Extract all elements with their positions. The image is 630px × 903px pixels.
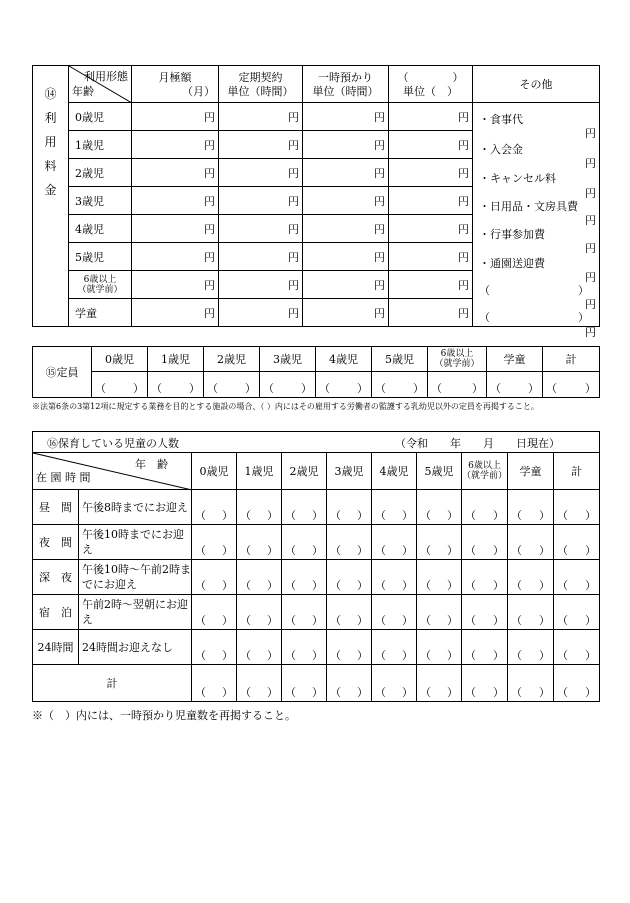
fee-other-header: その他 — [473, 66, 600, 103]
children-title: ⑯保育している児童の人数 — [47, 437, 179, 450]
other-item: ・キャンセル料 — [479, 172, 556, 185]
capacity-col-header: 6歳以上 （就学前） — [428, 347, 487, 372]
children-row-label: 夜 間 — [33, 525, 79, 560]
children-cell[interactable]: （ ） — [508, 490, 554, 525]
other-item: ・通園送迎費 — [479, 257, 545, 270]
children-col-header: 1歳児 — [237, 453, 282, 490]
children-col-header: 2歳児 — [282, 453, 327, 490]
fee-section-num: ⑭ — [44, 87, 57, 101]
children-cell[interactable]: （ ） — [282, 665, 327, 702]
children-cell[interactable]: （ ） — [462, 525, 508, 560]
fee-row-label: 6歳以上 （就学前） — [69, 271, 132, 299]
capacity-note: ※法第6条の3第12項に規定する業務を目的とする施設の場合、（ ）内にはその雇用する労働者の監護する乳幼児以外の定員を再掲すること。 — [32, 402, 539, 411]
children-cell[interactable]: （ ） — [282, 560, 327, 595]
children-cell[interactable]: （ ） — [508, 560, 554, 595]
fee-row-label: 0歳児 — [69, 103, 132, 131]
other-item: ・食事代 — [479, 113, 523, 126]
children-cell[interactable]: （ ） — [237, 560, 282, 595]
children-row-label: 24時間 — [33, 630, 79, 665]
children-col-header: 4歳児 — [372, 453, 417, 490]
children-cell[interactable]: （ ） — [372, 490, 417, 525]
children-cell[interactable]: （ ） — [192, 630, 237, 665]
capacity-col-header: 5歳児 — [372, 347, 428, 372]
fee-col-header: 定期契約 単位（時間） — [219, 66, 303, 103]
capacity-cell[interactable]: （ ） — [316, 372, 372, 398]
children-cell[interactable]: （ ） — [282, 525, 327, 560]
children-cell[interactable]: （ ） — [282, 490, 327, 525]
capacity-cell[interactable]: （ ） — [260, 372, 316, 398]
children-cell[interactable]: （ ） — [192, 665, 237, 702]
other-item: ・入会金 — [479, 143, 523, 156]
children-cell[interactable]: （ ） — [192, 490, 237, 525]
children-cell[interactable]: （ ） — [237, 490, 282, 525]
children-cell[interactable]: （ ） — [372, 525, 417, 560]
children-note: ※（ ）内には、一時預かり児童数を再掲すること。 — [32, 709, 296, 722]
children-cell[interactable]: （ ） — [327, 560, 372, 595]
capacity-col-header: 4歳児 — [316, 347, 372, 372]
children-cell[interactable]: （ ） — [554, 630, 600, 665]
children-cell[interactable]: （ ） — [554, 665, 600, 702]
children-cell[interactable]: （ ） — [237, 525, 282, 560]
fee-section-char: 料 — [44, 159, 57, 173]
capacity-cell[interactable]: （ ） — [372, 372, 428, 398]
children-table — [32, 431, 600, 702]
children-cell[interactable]: （ ） — [372, 595, 417, 630]
fee-section-char: 利 — [44, 111, 57, 125]
children-cell[interactable]: （ ） — [237, 665, 282, 702]
capacity-label: ⑮定員 — [33, 347, 92, 398]
capacity-col-header: 2歳児 — [204, 347, 260, 372]
children-cell[interactable]: （ ） — [282, 595, 327, 630]
capacity-col-header: 1歳児 — [148, 347, 204, 372]
other-item: （ ） — [479, 284, 589, 297]
children-cell[interactable]: （ ） — [508, 630, 554, 665]
children-row-label: 深 夜 — [33, 560, 79, 595]
children-cell[interactable]: （ ） — [508, 665, 554, 702]
children-cell[interactable]: （ ） — [192, 525, 237, 560]
capacity-col-header: 0歳児 — [92, 347, 148, 372]
children-col-header: 計 — [554, 453, 600, 490]
fee-col-header: （ ） 単位（ ） — [389, 66, 473, 103]
children-cell[interactable]: （ ） — [462, 560, 508, 595]
children-date: （令和 年 月 日現在） — [395, 437, 560, 450]
children-cell[interactable]: （ ） — [462, 665, 508, 702]
children-col-header: 学童 — [508, 453, 554, 490]
children-cell[interactable]: （ ） — [417, 665, 462, 702]
children-cell[interactable]: （ ） — [192, 560, 237, 595]
fee-row-label: 学童 — [69, 299, 132, 327]
children-cell[interactable]: （ ） — [327, 525, 372, 560]
children-cell[interactable]: （ ） — [372, 630, 417, 665]
fee-hdr-age: 年齢 — [72, 85, 94, 98]
fee-table: ⑭ 利 用 料 金 利用形態 年齢 月極額 （月） 定期契約 単位（時間） 一時預かり 単位（時間） （ ） 単位（ ） その他 0歳児 円 円 円 円 ・食事代 円 ・入会金 円 ・キャンセル料 円 ・日用品・文房具費 円 ・行事参加費 円 ・通園送迎費 円 （ ） 円 （ ） 円 1歳児 円 円 円 円 2歳児 円 円 円 円 3歳児 円 円 円 円 4歳児 円 円 円 円 5歳児 円 円 円 円 6歳以上 （就学前） 円 円 円 円 学童 円 円 円 円 — [32, 65, 600, 327]
fee-section-label — [33, 66, 69, 327]
fee-section-char: 用 — [44, 135, 57, 149]
capacity-cell[interactable]: （ ） — [148, 372, 204, 398]
children-cell[interactable]: （ ） — [462, 595, 508, 630]
children-row-desc: 午後10時までにお迎え — [79, 525, 192, 560]
children-cell[interactable]: （ ） — [462, 490, 508, 525]
capacity-cell[interactable]: （ ） — [204, 372, 260, 398]
children-cell[interactable]: （ ） — [417, 525, 462, 560]
children-cell[interactable]: （ ） — [417, 560, 462, 595]
capacity-table — [32, 346, 600, 398]
fee-row-label: 4歳児 — [69, 215, 132, 243]
children-cell[interactable]: （ ） — [192, 595, 237, 630]
children-col-header: 0歳児 — [192, 453, 237, 490]
children-cell[interactable]: （ ） — [554, 525, 600, 560]
children-diag-header — [33, 453, 192, 490]
capacity-cell[interactable]: （ ） — [543, 372, 600, 398]
children-cell[interactable]: （ ） — [554, 560, 600, 595]
other-item: ・日用品・文房具費 — [479, 200, 578, 213]
children-row-desc: 午前2時〜翌朝にお迎え — [79, 595, 192, 630]
fee-col-header: 一時預かり 単位（時間） — [303, 66, 389, 103]
capacity-cell[interactable]: （ ） — [92, 372, 148, 398]
children-row-desc: 午後8時までにお迎え — [79, 490, 192, 525]
children-cell[interactable]: （ ） — [372, 560, 417, 595]
fee-diag-header — [69, 66, 132, 103]
children-cell[interactable]: （ ） — [417, 630, 462, 665]
capacity-col-header: 学童 — [487, 347, 543, 372]
children-row-label: 宿 泊 — [33, 595, 79, 630]
fee-row-label: 3歳児 — [69, 187, 132, 215]
children-col-header: 6歳以上 （就学前） — [462, 453, 508, 490]
children-cell[interactable]: （ ） — [554, 595, 600, 630]
capacity-col-header: 計 — [543, 347, 600, 372]
children-cell[interactable]: （ ） — [327, 665, 372, 702]
children-cell[interactable]: （ ） — [327, 490, 372, 525]
children-cell[interactable]: （ ） — [372, 665, 417, 702]
fee-hdr-type: 利用形態 — [84, 70, 128, 83]
children-cell[interactable]: （ ） — [554, 490, 600, 525]
other-item: ・行事参加費 — [479, 228, 545, 241]
fee-other-list: ・食事代 円 ・入会金 円 ・キャンセル料 円 ・日用品・文房具費 円 ・行事参加費 円 ・通園送迎費 円 （ ） 円 （ ） 円 — [473, 103, 600, 327]
children-row-desc: 午後10時〜午前2時までにお迎え — [79, 560, 192, 595]
capacity-col-header: 3歳児 — [260, 347, 316, 372]
children-col-header: 3歳児 — [327, 453, 372, 490]
children-cell[interactable]: （ ） — [237, 630, 282, 665]
other-item: （ ） — [479, 311, 589, 324]
children-cell[interactable]: （ ） — [508, 525, 554, 560]
fee-row-label: 5歳児 — [69, 243, 132, 271]
children-cell[interactable]: （ ） — [508, 595, 554, 630]
children-cell[interactable]: （ ） — [417, 490, 462, 525]
fee-row-label: 2歳児 — [69, 159, 132, 187]
capacity-cell[interactable]: （ ） — [428, 372, 487, 398]
fee-row-label: 1歳児 — [69, 131, 132, 159]
children-cell[interactable]: （ ） — [327, 595, 372, 630]
children-title-row — [33, 432, 600, 453]
children-row-desc: 24時間お迎えなし — [79, 630, 192, 665]
children-cell[interactable]: （ ） — [237, 595, 282, 630]
children-total-label: 計 — [33, 665, 192, 702]
children-cell[interactable]: （ ） — [327, 630, 372, 665]
capacity-cell[interactable]: （ ） — [487, 372, 543, 398]
fee-section-char: 金 — [44, 183, 57, 197]
children-hdr-age: 年 齢 — [135, 458, 168, 471]
children-hdr-time: 在 園 時 間 — [36, 471, 91, 484]
children-row-label: 昼 間 — [33, 490, 79, 525]
children-cell[interactable]: （ ） — [462, 630, 508, 665]
children-col-header: 5歳児 — [417, 453, 462, 490]
children-cell[interactable]: （ ） — [417, 595, 462, 630]
fee-col-header: 月極額 （月） — [132, 66, 219, 103]
children-cell[interactable]: （ ） — [282, 630, 327, 665]
